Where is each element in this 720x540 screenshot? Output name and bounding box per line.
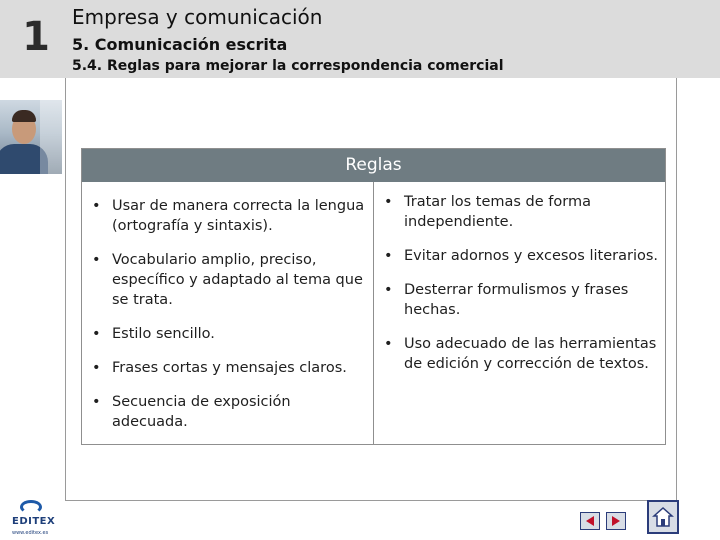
bullet-icon: • [384, 282, 393, 298]
logo-url: www.editex.es [12, 530, 49, 536]
logo-name: EDITEX [12, 516, 56, 527]
bullet-icon: • [384, 248, 393, 264]
rule-item [380, 280, 661, 320]
table-heading: Reglas [82, 149, 665, 182]
rule-text: Vocabulario amplio, preciso, específico y adaptado al tema que se trata. [112, 252, 363, 308]
unit-title: Empresa y comunicación [72, 5, 323, 29]
prev-arrow-icon [584, 515, 596, 527]
rule-text: Desterrar formulismos y frases hechas. [404, 282, 629, 318]
rule-item [88, 392, 369, 432]
bullet-icon: • [92, 252, 101, 268]
editex-logo [10, 500, 54, 540]
rules-column-right [374, 182, 665, 444]
home-icon [652, 506, 674, 528]
logo-mark-icon [20, 500, 42, 514]
rule-text: Usar de manera correcta la lengua (ortografía y sintaxis). [112, 198, 365, 234]
rule-item [88, 358, 369, 378]
rules-table [81, 148, 666, 445]
photo-person-hair [12, 110, 36, 122]
photo-glare [40, 100, 62, 174]
chapter-number: 1 [22, 14, 50, 60]
rule-text: Tratar los temas de forma independiente. [404, 194, 591, 230]
subsection-title: 5.4. Reglas para mejorar la correspondencia comercial [72, 58, 504, 74]
rule-item [380, 334, 661, 374]
rule-text: Uso adecuado de las herramientas de edición y corrección de textos. [404, 336, 657, 372]
rule-text: Secuencia de exposición adecuada. [112, 394, 291, 430]
section-title: 5. Comunicación escrita [72, 35, 288, 54]
rule-item [88, 250, 369, 310]
bullet-icon: • [92, 394, 101, 410]
rule-text: Evitar adornos y excesos literarios. [404, 248, 659, 264]
rule-item [380, 246, 661, 266]
bullet-icon: • [92, 326, 101, 342]
header-photo [0, 100, 62, 174]
bullet-icon: • [384, 336, 393, 352]
rule-text: Estilo sencillo. [112, 326, 215, 342]
bullet-icon: • [92, 360, 101, 376]
table-body [82, 182, 665, 444]
bullet-icon: • [384, 194, 393, 210]
next-slide-button[interactable] [606, 512, 626, 530]
rule-item [88, 324, 369, 344]
bullet-icon: • [92, 198, 101, 214]
rule-item [380, 192, 661, 232]
home-button[interactable] [647, 500, 679, 534]
next-arrow-icon [610, 515, 622, 527]
rule-item [88, 196, 369, 236]
rules-column-left [82, 182, 374, 444]
previous-slide-button[interactable] [580, 512, 600, 530]
rule-text: Frases cortas y mensajes claros. [112, 360, 347, 376]
